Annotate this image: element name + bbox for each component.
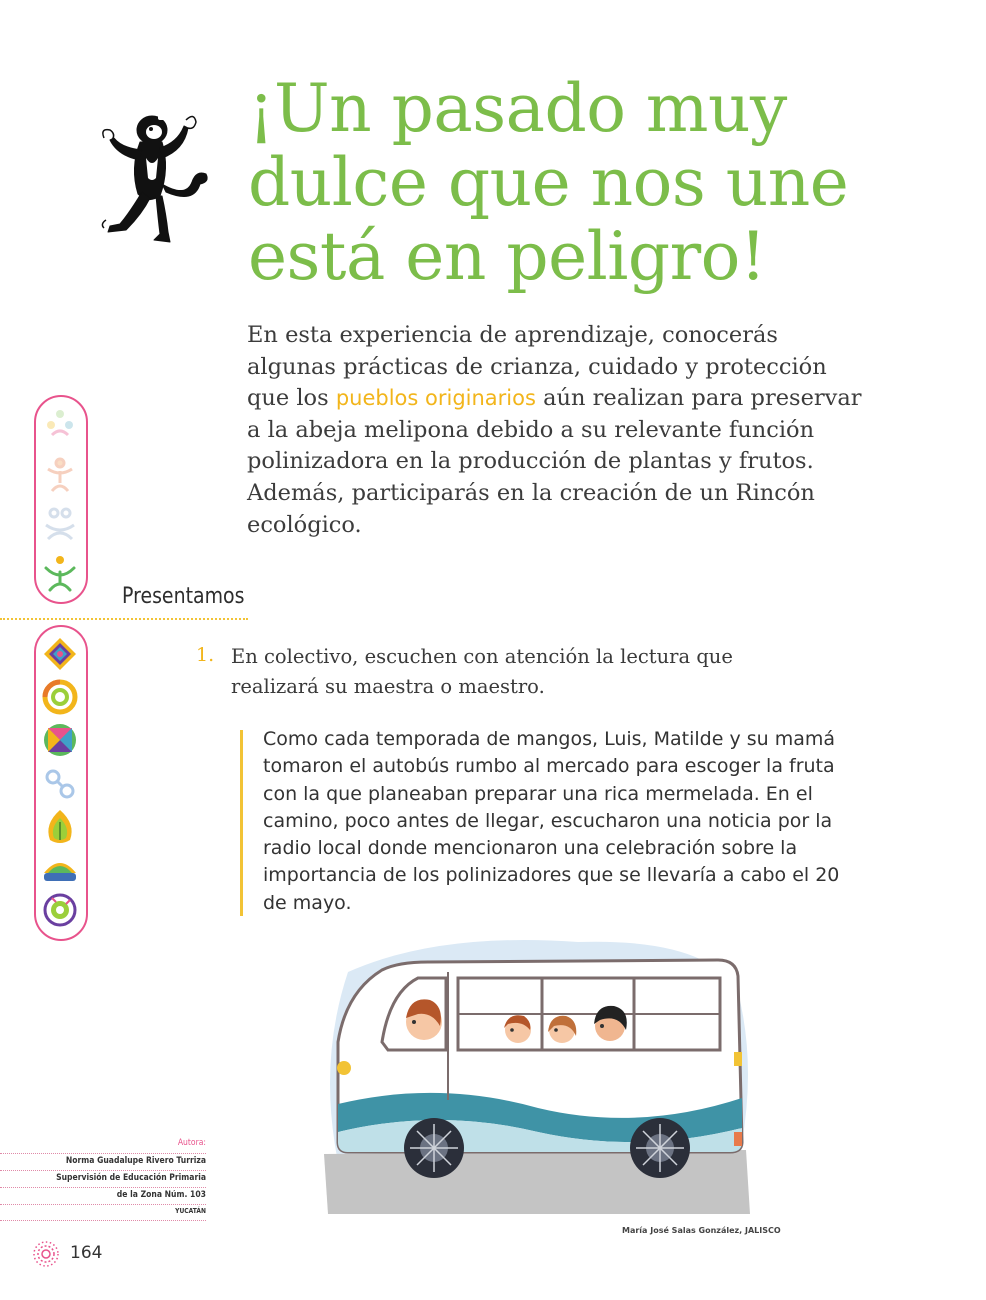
author-zone: de la Zona Núm. 103 bbox=[116, 1190, 206, 1200]
bus-illustration bbox=[318, 932, 758, 1218]
circle-target-icon bbox=[42, 679, 78, 715]
mayan-monkey-illustration bbox=[96, 108, 216, 250]
leaf-flame-icon bbox=[42, 808, 78, 846]
highlight-link-pueblos-originarios[interactable]: pueblos originarios bbox=[335, 386, 536, 411]
step-number: 1. bbox=[196, 644, 215, 666]
author-state: YUCATÁN bbox=[175, 1207, 206, 1215]
credit-divider bbox=[0, 1187, 206, 1188]
intro-paragraph bbox=[247, 320, 867, 541]
woven-square-icon bbox=[42, 722, 78, 758]
page-title bbox=[248, 72, 948, 294]
section-title-presentamos: Presentamos bbox=[122, 584, 245, 609]
illustration-credit: María José Salas González, JALISCO bbox=[622, 1226, 781, 1235]
reading-passage: Como cada temporada de mangos, Luis, Matilde y su mamá tomaron el autobús rumbo al mercado para escoger la fruta con la que planeaban preparar una rica mermelada. En el camino, poco antes de llegar, escucharon una noticia por la radio local donde mencionaron una celebración sobre la importancia de los polinizadores que se llevaría a cabo el 20 de mayo. bbox=[263, 728, 840, 914]
mound-icon bbox=[42, 853, 78, 885]
bus-wheel-rear bbox=[630, 1118, 690, 1178]
author-name: Norma Guadalupe Rivero Turriza bbox=[65, 1156, 206, 1166]
author-label: Autora: bbox=[177, 1138, 206, 1148]
bus-wheel-front bbox=[404, 1118, 464, 1178]
intro-text: aún realizan para preservar a la abeja melipona debido a su relevante función polinizadora en la producción de plantas y frutos. Además, participarás en la creación de un Rincón ecológico. bbox=[247, 385, 862, 538]
step-instruction: En colectivo, escuchen con atención la lectura que realizará su maestra o maestro. bbox=[231, 645, 733, 698]
passenger-driver bbox=[406, 999, 442, 1040]
title-line: ¡Un pasado muy bbox=[248, 70, 787, 147]
people-faded-icon bbox=[42, 505, 78, 543]
credit-divider bbox=[0, 1153, 206, 1154]
credit-divider bbox=[0, 1170, 206, 1171]
author-role: Supervisión de Educación Primaria bbox=[56, 1173, 206, 1183]
quote-bar bbox=[240, 730, 243, 916]
section-divider bbox=[0, 618, 248, 620]
spiral-circle-icon bbox=[42, 892, 78, 928]
credit-divider bbox=[0, 1204, 206, 1205]
community-faded-icon bbox=[42, 405, 78, 441]
links-icon bbox=[42, 766, 78, 802]
intro-text: En esta experiencia de aprendizaje, conocerás algunas prácticas de crianza, cuidado y protección que los bbox=[247, 322, 827, 412]
compass-diamond-icon bbox=[42, 636, 78, 672]
sun-ornament-icon bbox=[32, 1240, 60, 1268]
title-line: dulce que nos une bbox=[248, 144, 849, 221]
title-line: está en peligro! bbox=[248, 218, 766, 295]
sprout-person-icon bbox=[42, 554, 78, 594]
dancer-faded-icon bbox=[42, 455, 78, 495]
page-number: 164 bbox=[70, 1243, 103, 1263]
credit-divider bbox=[0, 1220, 206, 1221]
